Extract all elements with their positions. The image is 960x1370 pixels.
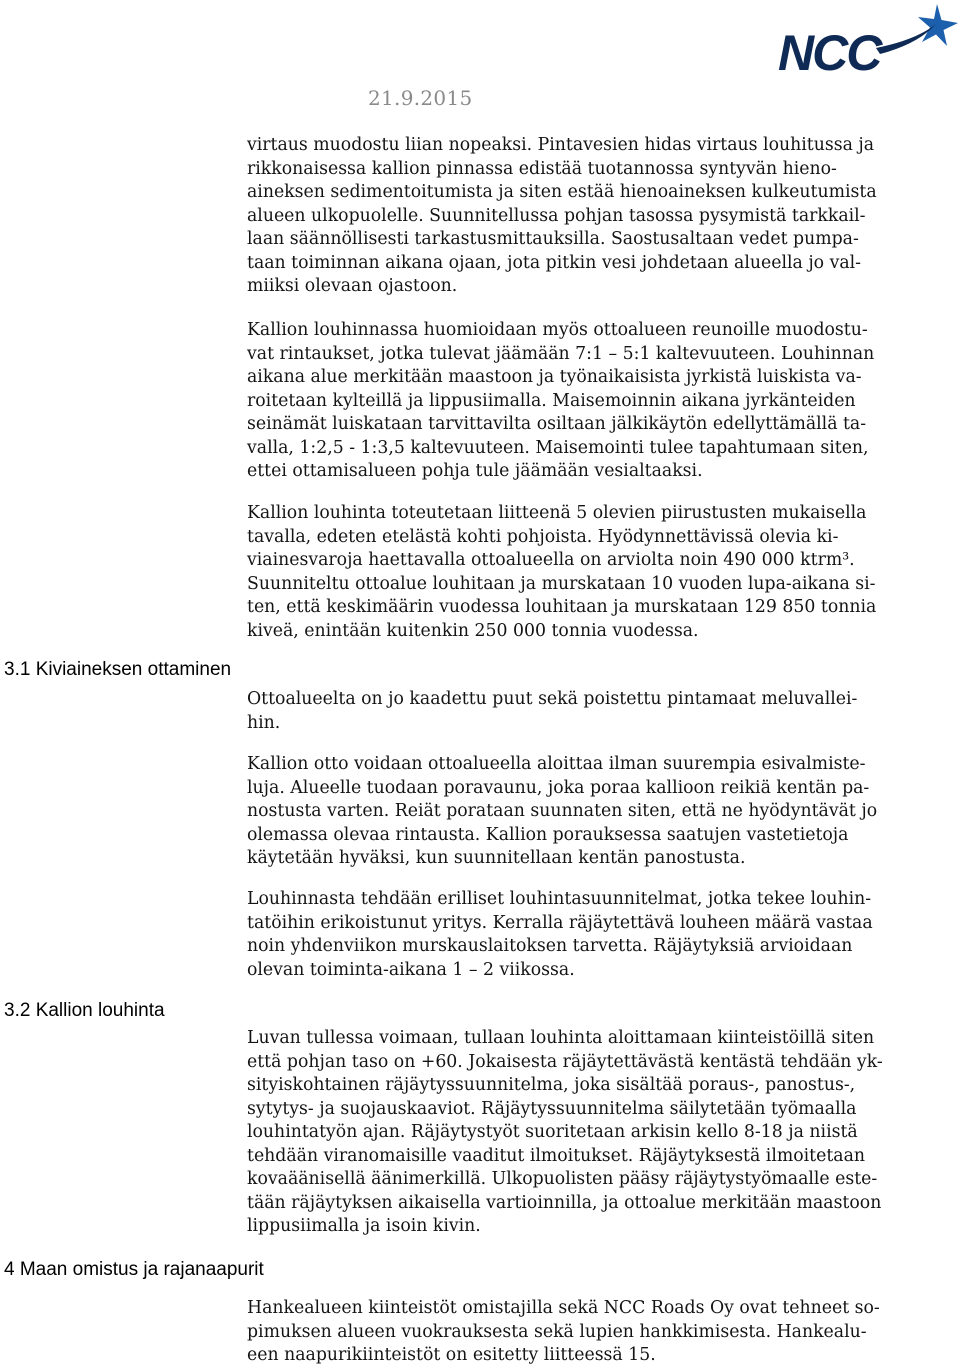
paragraph-rock-faces: Kallion louhinnassa huomioidaan myös ottoalueen reunoille muodostu- vat rintaukset, jotka tulevat jäämään 7:1 – 5:1 kaltevuuteen. Louhinnan aikana alue merkitään maastoon ja työnaikaisista jyrkistä luiskista va- roitetaan kylteillä ja lippusiimalla. Maisemoinnin aikana jyrkänteiden seinämät luiskataan tarvittavilta osiltaan jälkikäytön edellyttämällä ta- valla, 1:2,5 - 1:3,5 kaltevuuteen. Maisemointi tulee tapahtumaan siten, ettei ottamisalueen pohja tule jäämään vesialtaaksi. (247, 320, 875, 481)
paragraph-quarrying-plan: Kallion louhinta toteutetaan liitteenä 5 olevien piirustusten mukaisella tavalla, edeten etelästä kohti pohjoista. Hyödynnettävissä olevia ki- viainesvaroja haettavalla ottoalueella on arviolta noin 490 000 ktrm³. Suunniteltu ottoalue louhitaan ja murskataan 10 vuoden lupa-aikana si- ten, että keskimäärin vuodessa louhitaan ja murskataan 129 850 tonnia kiveä, enintään kuitenkin 250 000 tonnia vuodessa. (247, 503, 877, 641)
paragraph-clearing: Ottoalueelta on jo kaadettu puut sekä poistettu pintamaat meluvallei- hin. (247, 689, 858, 733)
heading-3-2: 3.2 Kallion louhinta (4, 1000, 165, 1021)
paragraph-blasting-plans: Louhinnasta tehdään erilliset louhintasuunnitelmat, jotka tekee louhin- tatöihin erikoistunut yritys. Kerralla räjäytettävä louheen määrä vastaa noin yhdenviikon murskauslaitoksen tarvetta. Räjäytyksiä arvioidaan olevan toiminta-aikana 1 – 2 viikossa. (247, 889, 873, 980)
paragraph-drainage: virtaus muodostu liian nopeaksi. Pintavesien hidas virtaus louhitussa ja rikkonaisessa kallion pinnassa edistää tuotannossa syntyvän hieno- aineksen sedimentoitumista ja siten estää hienoaineksen kulkeutumista alueen ulkopuolelle. Suunnitellussa pohjan tasossa pysymistä tarkkail- laan säännöllisesti tarkastusmittauksilla. Saostusaltaan vedet pumpa- taan toiminnan aikana ojaan, jota pitkin vesi johdetaan alueella jo val- miiksi olevaan ojastoon. (247, 135, 877, 296)
logo-text: NCC (778, 25, 881, 76)
heading-4: 4 Maan omistus ja rajanaapurit (4, 1259, 264, 1280)
paragraph-drilling: Kallion otto voidaan ottoalueella aloittaa ilman suurempia esivalmiste- luja. Alueelle tuodaan poravaunu, joka poraa kallioon reikiä kentän pa- nostusta varten. Reiät porataan suunnaten siten, että ne hyödyntävät jo olemassa olevaa rintausta. Kallion porauksessa saatujen vastetietoja käytetään hyväksi, kun suunnitellaan kentän panostusta. (247, 754, 878, 868)
heading-3-1: 3.1 Kiviaineksen ottaminen (4, 659, 232, 680)
paragraph-blasting-procedure: Luvan tullessa voimaan, tullaan louhinta aloittamaan kiinteistöillä siten että pohjan taso on +60. Jokaisesta räjäytettävästä kentästä tehdään yk- sityiskohtainen räjäytyssuunnitelma, joka sisältää poraus-, panostus-, sytytys- ja suojauskaaviot. Räjäytyssuunnitelma säilytetään työmaalla louhintatyön ajan. Räjäytystyöt suoritetaan arkisin kello 8-18 ja niistä tehdään viranomaisille vaaditut ilmoitukset. Räjäytyksestä ilmoitetaan kovaäänisellä äänimerkillä. Ulkopuolisten pääsy räjäytystyömaalle este- tään räjäytyksen aikaisella vartioinnilla, ja ottoalue merkitään maastoon lippusiimalla ja isoin kivin. (247, 1028, 883, 1236)
document-date: 21.9.2015 (368, 86, 473, 110)
paragraph-ownership: Hankealueen kiinteistöt omistajilla sekä NCC Roads Oy ovat tehneet so- pimuksen alueen vuokrauksesta sekä lupien hankkimisesta. Hankealu- een naapurikiinteistöt on esitetty liitteessä 15. (247, 1298, 880, 1365)
star-icon (876, 4, 958, 54)
ncc-logo (776, 2, 958, 76)
